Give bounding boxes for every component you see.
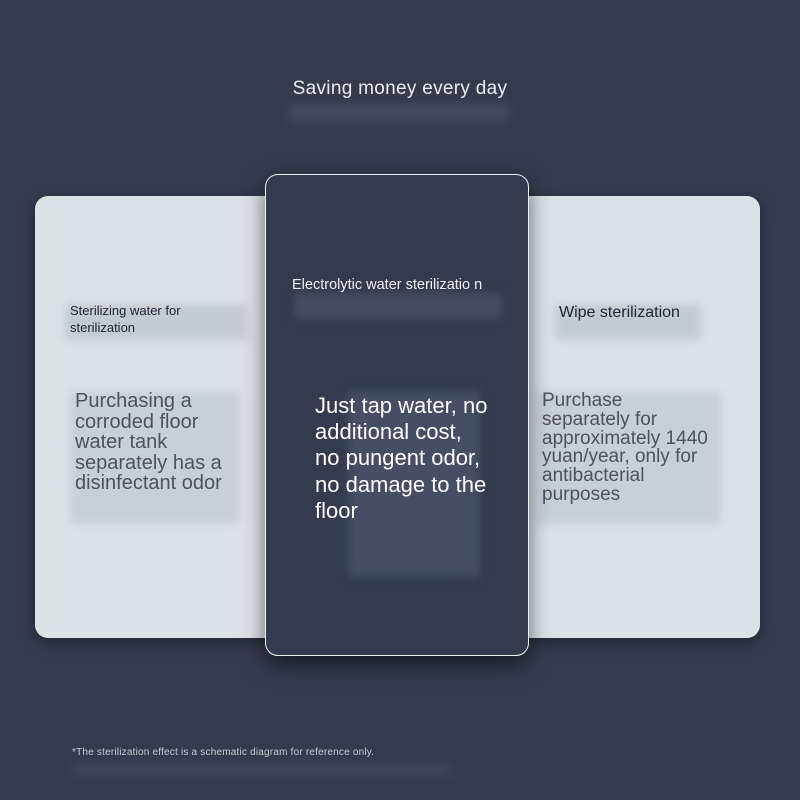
card-sterilizing-water: [35, 196, 295, 638]
right-card-body: Purchase separately for approximately 1440 yuan/year, only for antibacterial purposes: [542, 390, 708, 505]
center-card-body: Just tap water, no additional cost, no pungent odor, no damage to the floor: [315, 393, 488, 523]
left-card-title: Sterilizing water for sterilization: [70, 303, 181, 335]
center-card-title: Electrolytic water sterilizatio n: [292, 277, 483, 293]
left-card-body: Purchasing a corroded floor water tank separately has a disinfectant odor: [75, 390, 222, 495]
page-headline: Saving money every day: [292, 78, 508, 99]
center-title-blur: [294, 293, 502, 319]
card-electrolytic-water: [265, 174, 529, 656]
right-card-title: Wipe sterilization: [559, 304, 680, 321]
headline-blurred-subtitle: [288, 104, 510, 122]
card-wipe-sterilization: [505, 196, 760, 638]
disclaimer-footnote: *The sterilization effect is a schematic diagram for reference only.: [72, 747, 375, 758]
footnote-blurred-line: [72, 764, 452, 776]
